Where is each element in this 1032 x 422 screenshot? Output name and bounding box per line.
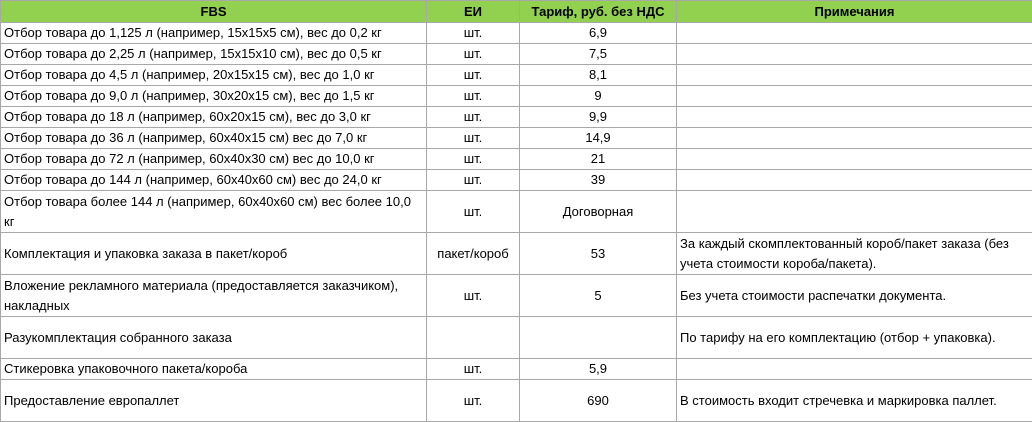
table-row bbox=[1, 275, 1032, 317]
table-row bbox=[1, 170, 1032, 191]
cell-notes bbox=[677, 107, 1032, 128]
cell-tariff: Договорная bbox=[520, 191, 677, 233]
cell-service: Отбор товара до 72 л (например, 60х40х30 см) вес до 10,0 кг bbox=[1, 149, 427, 170]
cell-notes bbox=[677, 359, 1032, 380]
cell-notes: Без учета стоимости распечатки документа. bbox=[677, 275, 1032, 317]
cell-unit: шт. bbox=[427, 86, 520, 107]
cell-notes: В стоимость входит стречевка и маркировка паллет. bbox=[677, 380, 1032, 422]
cell-unit: шт. bbox=[427, 65, 520, 86]
table-body bbox=[1, 23, 1032, 422]
header-tariff: Тариф, руб. без НДС bbox=[520, 1, 677, 23]
cell-service: Комплектация и упаковка заказа в пакет/короб bbox=[1, 233, 427, 275]
cell-unit: шт. bbox=[427, 107, 520, 128]
cell-notes: По тарифу на его комплектацию (отбор + упаковка). bbox=[677, 317, 1032, 359]
cell-unit bbox=[427, 317, 520, 359]
cell-unit: шт. bbox=[427, 359, 520, 380]
table-row bbox=[1, 44, 1032, 65]
table-row bbox=[1, 23, 1032, 44]
cell-notes bbox=[677, 44, 1032, 65]
cell-unit: шт. bbox=[427, 128, 520, 149]
table-row bbox=[1, 149, 1032, 170]
cell-service: Предоставление европаллет bbox=[1, 380, 427, 422]
cell-unit: шт. bbox=[427, 275, 520, 317]
cell-service: Отбор товара до 1,125 л (например, 15х15х5 см), вес до 0,2 кг bbox=[1, 23, 427, 44]
cell-unit: шт. bbox=[427, 191, 520, 233]
cell-service: Отбор товара до 18 л (например, 60х20х15 см), вес до 3,0 кг bbox=[1, 107, 427, 128]
header-notes: Примечания bbox=[677, 1, 1032, 23]
cell-service: Отбор товара до 144 л (например, 60х40х60 см) вес до 24,0 кг bbox=[1, 170, 427, 191]
cell-tariff: 9,9 bbox=[520, 107, 677, 128]
table-row bbox=[1, 86, 1032, 107]
table-row bbox=[1, 65, 1032, 86]
header-unit: ЕИ bbox=[427, 1, 520, 23]
cell-tariff: 39 bbox=[520, 170, 677, 191]
cell-tariff: 14,9 bbox=[520, 128, 677, 149]
table-header-row bbox=[1, 1, 1032, 23]
cell-unit: шт. bbox=[427, 170, 520, 191]
cell-notes bbox=[677, 170, 1032, 191]
cell-service: Отбор товара до 4,5 л (например, 20х15х15 см), вес до 1,0 кг bbox=[1, 65, 427, 86]
table-row bbox=[1, 380, 1032, 422]
cell-unit: пакет/короб bbox=[427, 233, 520, 275]
cell-tariff: 690 bbox=[520, 380, 677, 422]
header-service: FBS bbox=[1, 1, 427, 23]
cell-unit: шт. bbox=[427, 23, 520, 44]
cell-tariff: 21 bbox=[520, 149, 677, 170]
cell-tariff: 6,9 bbox=[520, 23, 677, 44]
cell-tariff: 5 bbox=[520, 275, 677, 317]
cell-notes bbox=[677, 149, 1032, 170]
table-row bbox=[1, 317, 1032, 359]
cell-service: Отбор товара более 144 л (например, 60х40х60 см) вес более 10,0 кг bbox=[1, 191, 427, 233]
table-row bbox=[1, 128, 1032, 149]
table-row bbox=[1, 107, 1032, 128]
cell-service: Отбор товара до 36 л (например, 60х40х15 см) вес до 7,0 кг bbox=[1, 128, 427, 149]
cell-service: Отбор товара до 9,0 л (например, 30х20х15 см), вес до 1,5 кг bbox=[1, 86, 427, 107]
cell-tariff: 5,9 bbox=[520, 359, 677, 380]
cell-unit: шт. bbox=[427, 149, 520, 170]
cell-tariff bbox=[520, 317, 677, 359]
cell-notes bbox=[677, 23, 1032, 44]
cell-service: Стикеровка упаковочного пакета/короба bbox=[1, 359, 427, 380]
cell-tariff: 53 bbox=[520, 233, 677, 275]
cell-notes bbox=[677, 128, 1032, 149]
cell-tariff: 9 bbox=[520, 86, 677, 107]
cell-notes bbox=[677, 65, 1032, 86]
cell-unit: шт. bbox=[427, 44, 520, 65]
cell-notes: За каждый скомплектованный короб/пакет заказа (без учета стоимости короба/пакета). bbox=[677, 233, 1032, 275]
cell-tariff: 7,5 bbox=[520, 44, 677, 65]
cell-service: Отбор товара до 2,25 л (например, 15х15х10 см), вес до 0,5 кг bbox=[1, 44, 427, 65]
table-row bbox=[1, 191, 1032, 233]
table-row bbox=[1, 233, 1032, 275]
cell-service: Разукомплектация собранного заказа bbox=[1, 317, 427, 359]
cell-tariff: 8,1 bbox=[520, 65, 677, 86]
cell-unit: шт. bbox=[427, 380, 520, 422]
table-row bbox=[1, 359, 1032, 380]
cell-notes bbox=[677, 86, 1032, 107]
cell-notes bbox=[677, 191, 1032, 233]
cell-service: Вложение рекламного материала (предоставляется заказчиком), накладных bbox=[1, 275, 427, 317]
